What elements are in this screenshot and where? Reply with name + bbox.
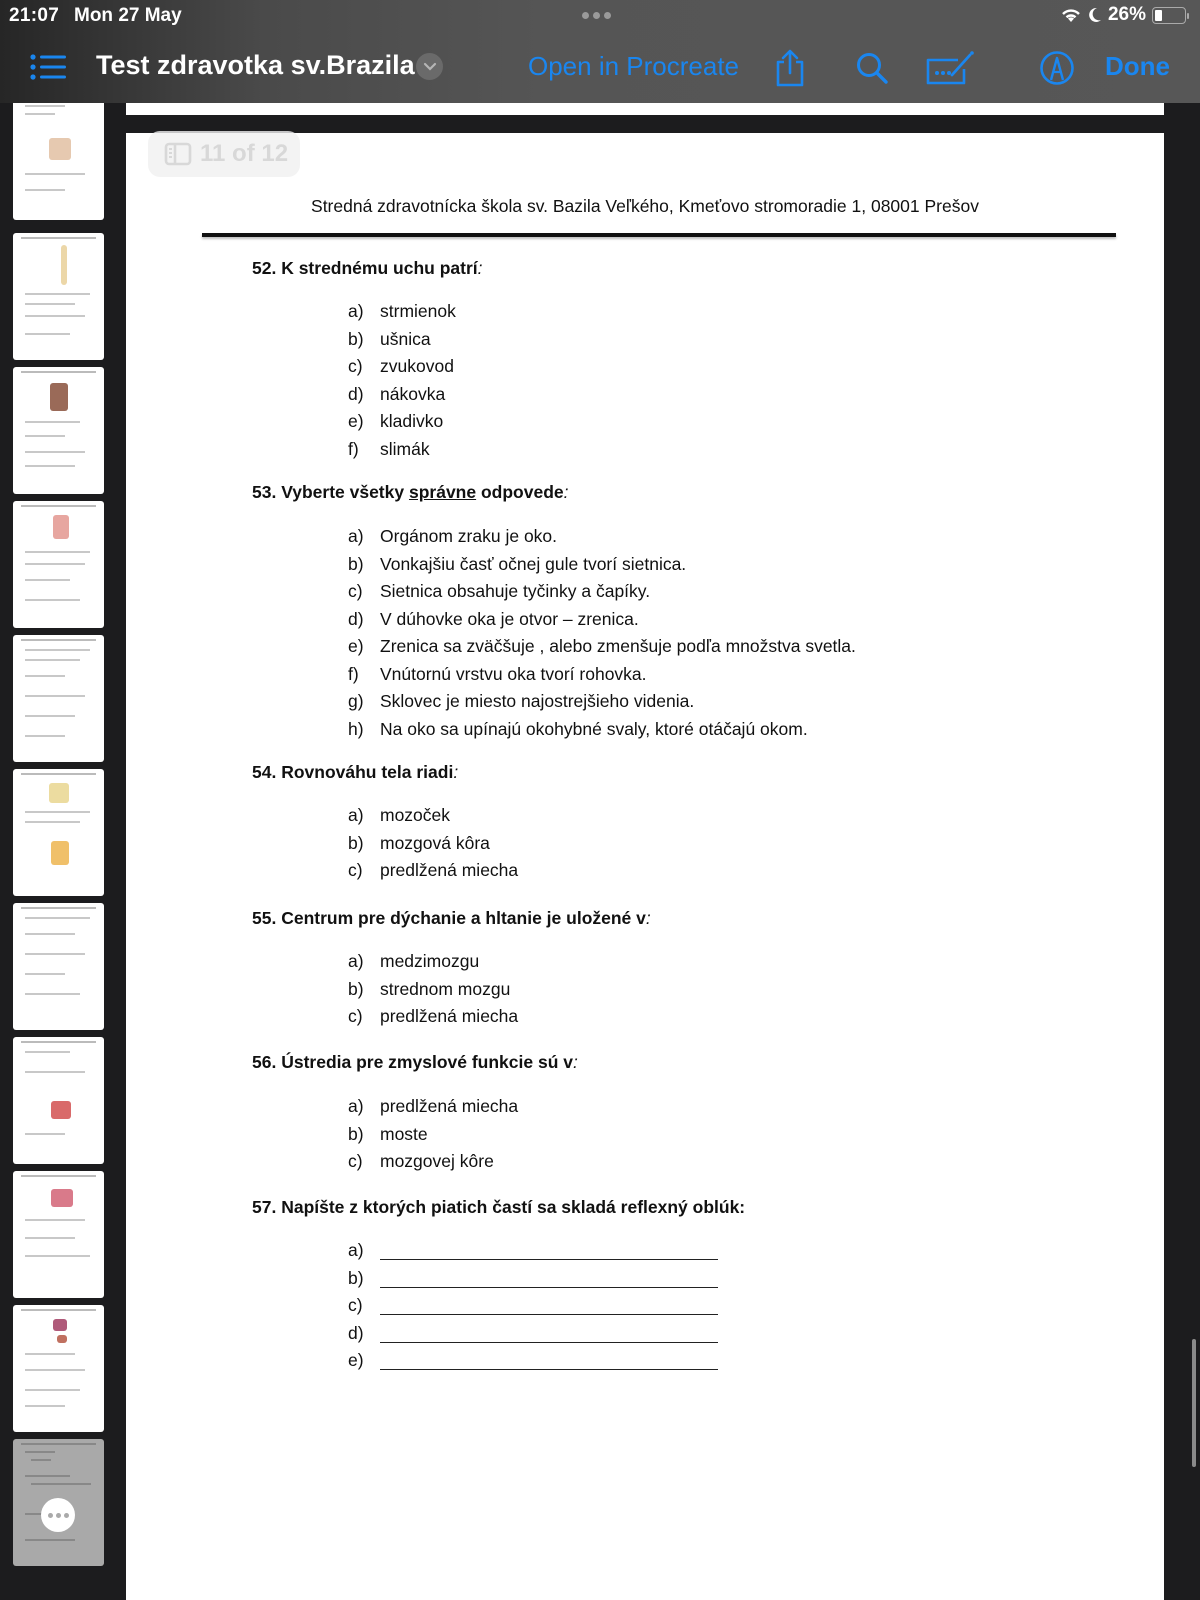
title-menu-chevron-down-icon[interactable] <box>416 53 443 80</box>
question-53-options <box>348 526 856 746</box>
question-55-options <box>348 951 518 1034</box>
option: d) nákovka <box>348 383 446 404</box>
option: f) slimák <box>348 438 430 459</box>
page-thumbnail-9[interactable] <box>13 1171 104 1298</box>
done-button[interactable]: Done <box>1105 51 1170 81</box>
do-not-disturb-moon-icon <box>1088 7 1102 23</box>
page-thumbnail-5[interactable] <box>13 635 104 762</box>
question-56-options <box>348 1096 518 1179</box>
option: c) Sietnica obsahuje tyčinky a čapíky. <box>348 581 651 601</box>
answer-blank[interactable]: d) <box>348 1323 718 1351</box>
question-55: 55. Centrum pre dýchanie a hltanie je uložené v: <box>252 908 651 928</box>
document-title[interactable]: Test zdravotka sv.Brazila <box>96 50 415 80</box>
page-thumbnail-8[interactable] <box>13 1037 104 1164</box>
page-thumbnail-7[interactable] <box>13 903 104 1030</box>
sidebar-toggle-icon <box>164 142 192 166</box>
top-bar <box>0 0 1200 103</box>
open-in-procreate-button[interactable]: Open in Procreate <box>528 51 740 81</box>
page-thumbnail-1[interactable] <box>13 103 104 220</box>
header-divider <box>202 233 1116 237</box>
option: d) V dúhovke oka je otvor – zrenica. <box>348 608 639 629</box>
question-54: 54. Rovnováhu tela riadi: <box>252 762 459 782</box>
option: a) mozoček <box>348 805 451 825</box>
option: a) predlžená miecha <box>348 1096 519 1116</box>
page-thumbnail-4[interactable] <box>13 501 104 628</box>
option: a) Orgánom zraku je oko. <box>348 526 558 546</box>
option: b) mozgová kôra <box>348 832 490 853</box>
question-54-options <box>348 805 518 888</box>
battery-percent: 26% <box>1107 4 1146 25</box>
option: c) zvukovod <box>348 356 454 376</box>
share-icon[interactable] <box>770 48 810 88</box>
page-thumbnail-2[interactable] <box>13 233 104 360</box>
question-53: 53. Vyberte všetky správne odpovede: <box>252 482 569 502</box>
option: f) Vnútornú vrstvu oka tvorí rohovka. <box>348 663 647 684</box>
option: g) Sklovec je miesto najostrejšieho videnia. <box>348 691 695 711</box>
previous-page-edge <box>126 103 1164 115</box>
multitasking-dots-icon[interactable] <box>582 12 611 19</box>
option: h) Na oko sa upínajú okohybné svaly, ktoré otáčajú okom. <box>348 718 808 739</box>
option: c) mozgovej kôre <box>348 1151 494 1171</box>
answer-blank[interactable]: a) <box>348 1240 718 1268</box>
answer-blank[interactable]: b) <box>348 1268 718 1296</box>
search-icon[interactable] <box>852 48 892 88</box>
more-options-ellipsis-icon[interactable] <box>41 1498 75 1532</box>
option: a) strmienok <box>348 301 456 321</box>
vertical-scrollbar[interactable] <box>1192 1339 1196 1467</box>
battery-icon <box>1152 7 1186 24</box>
option: e) Zrenica sa zväčšuje , alebo zmenšuje podľa množstva svetla. <box>348 636 856 656</box>
page-indicator-text: 11 of 12 <box>200 140 289 167</box>
option: a) medzimozgu <box>348 951 480 971</box>
document-toolbar <box>0 40 1200 94</box>
wifi-icon <box>1060 7 1082 23</box>
question-57: 57. Napíšte z ktorých piatich častí sa skladá reflexný oblúk: <box>252 1197 746 1217</box>
option: b) strednom mozgu <box>348 978 511 999</box>
option: b) Vonkajšiu časť očnej gule tvorí sietnica. <box>348 553 687 574</box>
status-date: Mon 27 May <box>74 5 182 26</box>
status-bar <box>0 0 1200 30</box>
page-thumbnail-6[interactable] <box>13 769 104 896</box>
page-thumbnail-10[interactable] <box>13 1305 104 1432</box>
school-header: Stredná zdravotnícka škola sv. Bazila Veľkého, Kmeťovo stromoradie 1, 08001 Prešov <box>311 196 979 216</box>
page-indicator <box>148 131 300 177</box>
option: c) predlžená miecha <box>348 860 519 880</box>
signature-markup-icon[interactable] <box>925 48 977 88</box>
markup-pen-icon[interactable] <box>1037 48 1077 88</box>
thumbnail-list-icon[interactable] <box>30 53 66 81</box>
question-52: 52. K strednému uchu patrí: <box>252 258 483 278</box>
option: b) moste <box>348 1123 428 1144</box>
question-56: 56. Ústredia pre zmyslové funkcie sú v: <box>252 1052 578 1072</box>
answer-blank[interactable]: c) <box>348 1295 718 1323</box>
status-time: 21:07 <box>9 5 60 26</box>
question-57-answer-blanks <box>348 1240 718 1378</box>
option: e) kladivko <box>348 411 444 431</box>
pdf-page[interactable] <box>126 133 1164 1600</box>
page-thumbnail-3[interactable] <box>13 367 104 494</box>
option: b) ušnica <box>348 328 431 349</box>
question-52-options <box>348 301 456 466</box>
answer-blank[interactable]: e) <box>348 1350 718 1378</box>
option: c) predlžená miecha <box>348 1006 519 1026</box>
page-thumbnails-sidebar[interactable] <box>0 103 122 1600</box>
